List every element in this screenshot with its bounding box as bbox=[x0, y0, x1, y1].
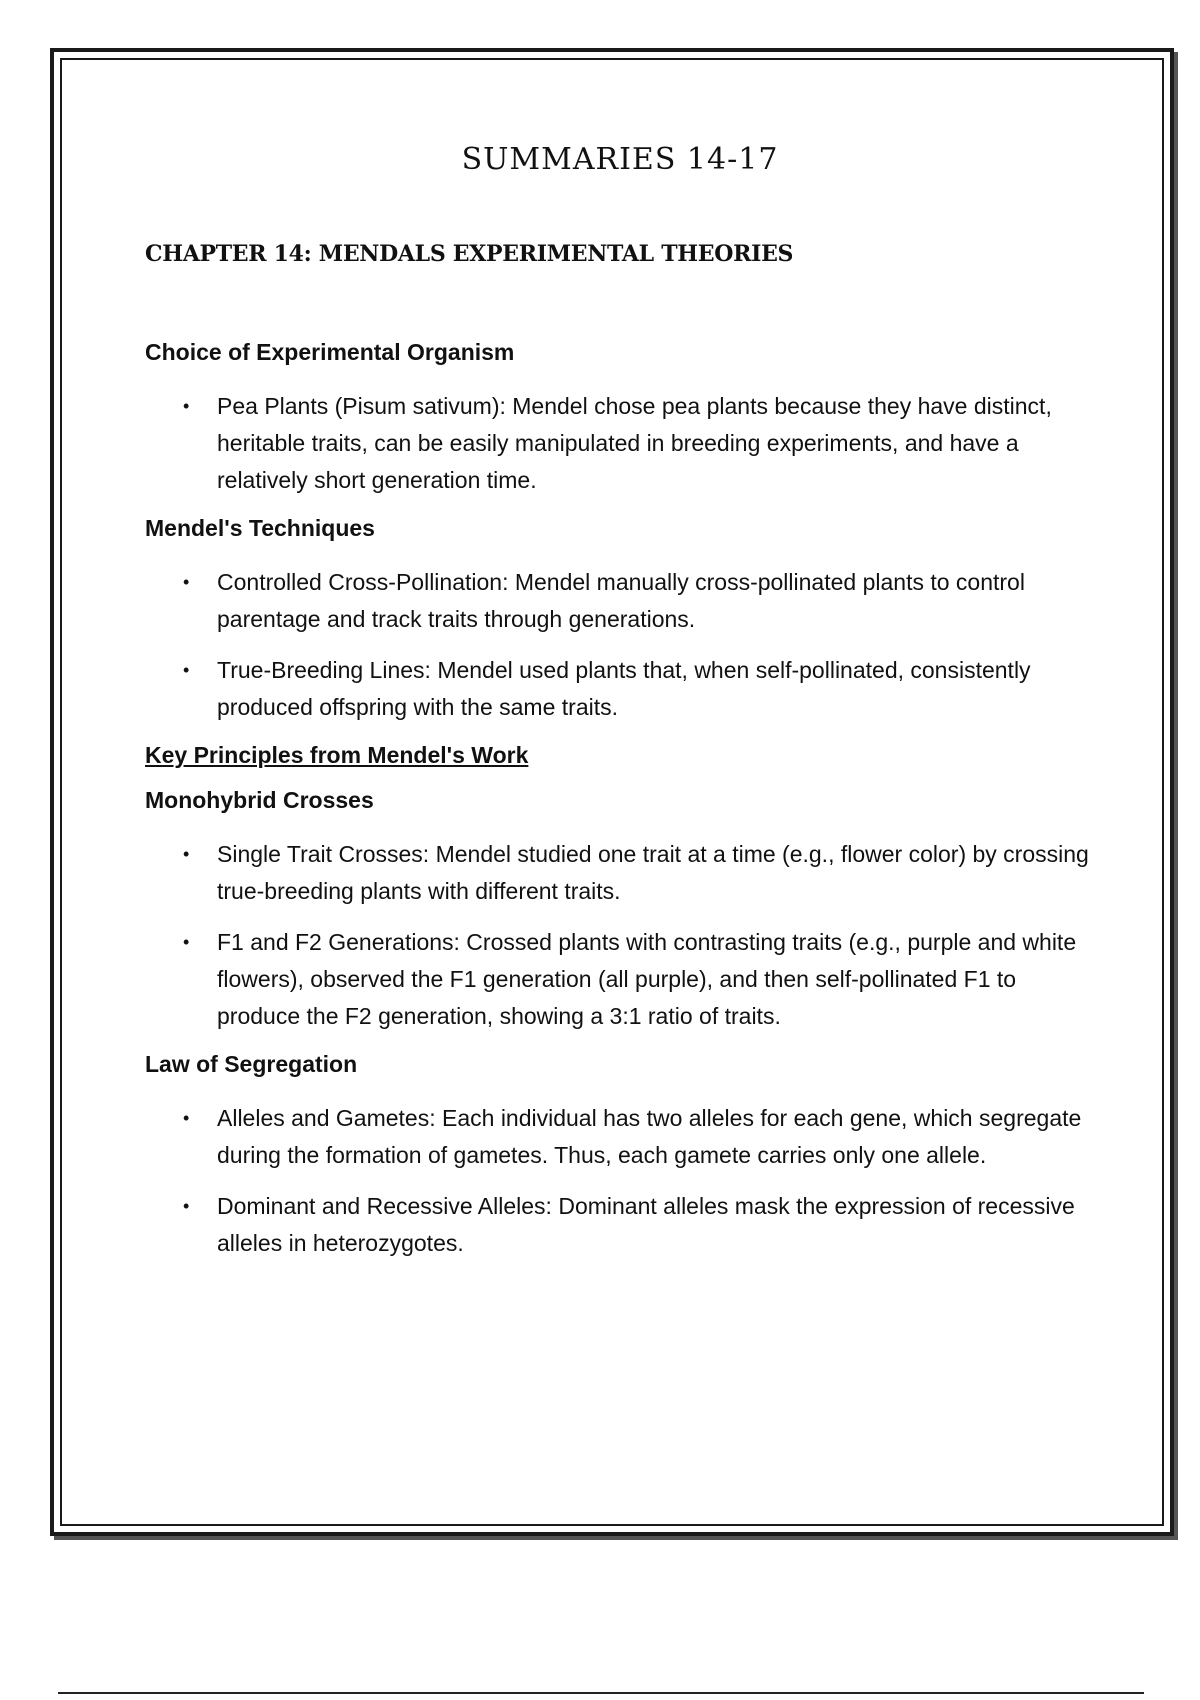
section-heading-segregation: Law of Segregation bbox=[145, 1051, 358, 1077]
list-item-text: True-Breeding Lines: Mendel used plants that, when self-pollinated, consistently produced offspring with the same traits. bbox=[217, 657, 1031, 720]
section-heading-techniques: Mendel's Techniques bbox=[145, 515, 375, 541]
list-item-text: Controlled Cross-Pollination: Mendel manually cross-pollinated plants to control parentage and track traits through generations. bbox=[217, 569, 1025, 632]
section-heading-choice: Choice of Experimental Organism bbox=[145, 339, 515, 365]
list-item-text: Dominant and Recessive Alleles: Dominant alleles mask the expression of recessive alleles in heterozygotes. bbox=[217, 1193, 1075, 1256]
section-heading-principles: Key Principles from Mendel's Work bbox=[145, 742, 529, 768]
chapter-heading: CHAPTER 14: MENDALS EXPERIMENTAL THEORIES bbox=[145, 241, 794, 267]
list-item bbox=[145, 388, 1095, 499]
section-heading-monohybrid: Monohybrid Crosses bbox=[145, 787, 374, 813]
techniques-list bbox=[145, 564, 1095, 726]
list-item-text: Pea Plants (Pisum sativum): Mendel chose pea plants because they have distinct, heritable traits, can be easily manipulated in breeding experiments, and have a relatively short generation time. bbox=[217, 393, 1052, 493]
list-item-text: F1 and F2 Generations: Crossed plants with contrasting traits (e.g., purple and white flowers), observed the F1 generation (all purple), and then self-pollinated F1 to produce the F2 generation, showing a 3:1 ratio of traits. bbox=[217, 929, 1077, 1029]
footer-divider bbox=[58, 1692, 1144, 1694]
list-item bbox=[145, 924, 1095, 1035]
bullet-icon: • bbox=[183, 1196, 190, 1216]
bullet-icon: • bbox=[183, 396, 190, 416]
bullet-icon: • bbox=[183, 660, 190, 680]
segregation-list bbox=[145, 1100, 1095, 1262]
list-item-text: Alleles and Gametes: Each individual has two alleles for each gene, which segregate during the formation of gametes. Thus, each gamete carries only one allele. bbox=[217, 1105, 1082, 1168]
list-item-text: Single Trait Crosses: Mendel studied one trait at a time (e.g., flower color) by crossing true-breeding plants with different traits. bbox=[217, 841, 1089, 904]
page-title: SUMMARIES 14-17 bbox=[461, 142, 779, 177]
bullet-icon: • bbox=[183, 932, 190, 952]
monohybrid-list bbox=[145, 836, 1095, 1035]
list-item bbox=[145, 1100, 1095, 1174]
bullet-icon: • bbox=[183, 1108, 190, 1128]
list-item bbox=[145, 564, 1095, 638]
document-content bbox=[145, 142, 1095, 1276]
choice-list bbox=[145, 388, 1095, 499]
list-item bbox=[145, 652, 1095, 726]
list-item bbox=[145, 836, 1095, 910]
bullet-icon: • bbox=[183, 844, 190, 864]
list-item bbox=[145, 1188, 1095, 1262]
bullet-icon: • bbox=[183, 572, 190, 592]
